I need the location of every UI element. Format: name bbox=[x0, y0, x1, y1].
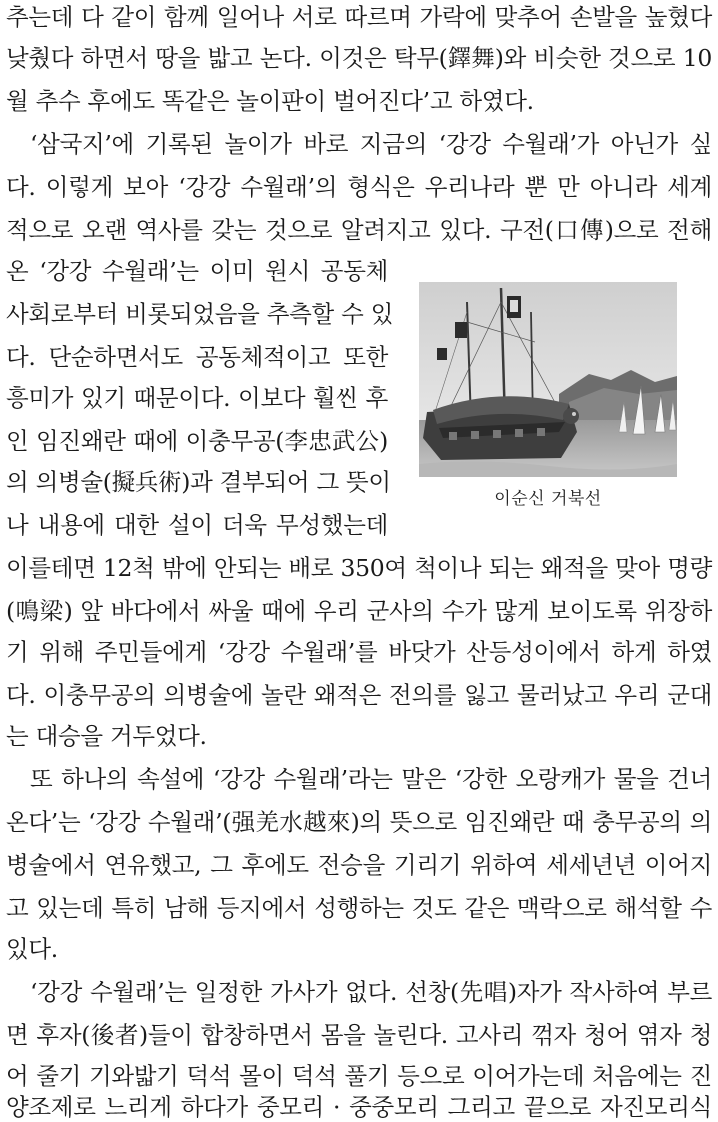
text-line: 추는데 다 같이 함께 일어나 서로 따르며 가락에 맞추어 손발을 높혔다 bbox=[6, 3, 712, 31]
text-line: 온 ‘강강 수월래’는 이미 원시 공동체 bbox=[6, 257, 388, 285]
text-line: 낮췄다 하면서 땅을 밟고 논다. 이것은 탁무(鐸舞)와 비슷한 것으로 10 bbox=[6, 44, 712, 72]
text-line: 또 하나의 속설에 ‘강강 수월래’라는 말은 ‘강한 오랑캐가 물을 건너 bbox=[30, 765, 712, 793]
text-line: 의 의병술(擬兵術)과 결부되어 그 뜻이 bbox=[6, 468, 391, 496]
text-line: 있다. bbox=[6, 935, 58, 963]
text-line: 고 있는데 특히 남해 등지에서 성행하는 것도 같은 맥락으로 해석할 수 bbox=[6, 894, 712, 922]
turtle-ship-photo bbox=[419, 282, 677, 477]
text-line: 월 추수 후에도 똑같은 놀이판이 벌어진다’고 하였다. bbox=[6, 87, 534, 115]
text-line: ‘삼국지’에 기록된 놀이가 바로 지금의 ‘강강 수월래’가 아닌가 싶 bbox=[30, 130, 712, 158]
text-line: 병술에서 연유했고, 그 후에도 전승을 기리기 위하여 세세년년 이어지 bbox=[6, 851, 712, 879]
text-line: 양조제로 느리게 하다가 중모리 · 중중모리 그리고 끝으로 자진모리식 bbox=[6, 1093, 712, 1121]
text-line: (鳴梁) 앞 바다에서 싸울 때에 우리 군사의 수가 많게 보이도록 위장하 bbox=[6, 597, 712, 625]
text-line: ‘강강 수월래’는 일정한 가사가 없다. 선창(先唱)자가 작사하여 부르 bbox=[30, 978, 712, 1006]
text-line: 사회로부터 비롯되었음을 추측할 수 있 bbox=[6, 300, 394, 328]
text-line: 면 후자(後者)들이 합창하면서 몸을 놀린다. 고사리 꺾자 청어 엮자 청 bbox=[6, 1021, 712, 1049]
text-line: 적으로 오랜 역사를 갖는 것으로 알려지고 있다. 구전(口傳)으로 전해 bbox=[6, 216, 712, 244]
turtle-ship-figure bbox=[419, 282, 677, 510]
text-line: 다. 이렇게 보아 ‘강강 수월래’의 형식은 우리나라 뿐 만 아니라 세계 bbox=[6, 173, 712, 201]
text-line: 인 임진왜란 때에 이충무공(李忠武公) bbox=[6, 427, 388, 455]
text-line: 나 내용에 대한 설이 더욱 무성했는데 bbox=[6, 511, 388, 539]
text-line: 흥미가 있기 때문이다. 이보다 훨씬 후 bbox=[6, 384, 388, 412]
text-line: 온다’는 ‘강강 수월래’(强羌水越來)의 뜻으로 임진왜란 때 충무공의 의 bbox=[6, 808, 712, 836]
text-line: 기 위해 주민들에게 ‘강강 수월래’를 바닷가 산등성이에서 하게 하였 bbox=[6, 638, 712, 666]
text-line: 다. 이충무공의 의병술에 놀란 왜적은 전의를 잃고 물러났고 우리 군대 bbox=[6, 681, 712, 709]
text-line: 어 줄기 기와밟기 덕석 몰이 덕석 풀기 등으로 이어가는데 처음에는 진 bbox=[6, 1062, 712, 1090]
figure-caption: 이순신 거북선 bbox=[494, 489, 602, 509]
text-line: 다. 단순하면서도 공동체적이고 또한 bbox=[6, 343, 388, 371]
text-line: 는 대승을 거두었다. bbox=[6, 722, 207, 750]
text-line: 이를테면 12척 밖에 안되는 배로 350여 척이나 되는 왜적을 맞아 명량 bbox=[6, 554, 712, 582]
